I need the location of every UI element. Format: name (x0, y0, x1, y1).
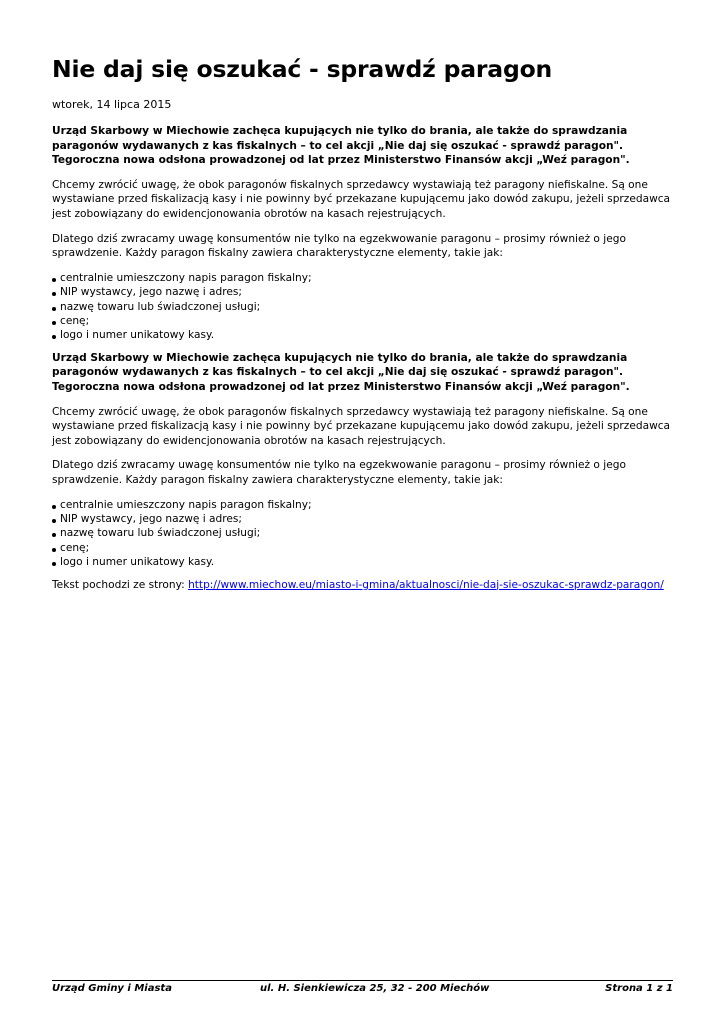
lead-paragraph: Urząd Skarbowy w Miechowie zachęca kupujących nie tylko do brania, ale także do sprawdzania paragonów wydawanych z kas fiskalnych – to cel akcji „Nie daj się oszukać - sprawdź paragon". Tegoroczna nowa odsłona prowadzonej od lat przez Ministerstwo Finansów akcji „Weź paragon". (52, 351, 630, 393)
source-label: Tekst pochodzi ze strony: (52, 578, 189, 591)
body-paragraph: Dlatego dziś zwracamy uwagę konsumentów nie tylko na egzekwowanie paragonu – prosimy również o jego sprawdzenie. Każdy paragon fiskalny zawiera charakterystyczne elementy, takie jak: (52, 459, 626, 486)
footer-address: ul. H. Sienkiewicza 25, 32 - 200 Miechów (260, 983, 490, 994)
bullet-list (52, 271, 672, 343)
source-note (52, 578, 672, 593)
list-item: NIP wystawcy, jego nazwę i adres; (52, 512, 672, 526)
list-item: cenę; (52, 541, 672, 555)
footer-organization: Urząd Gminy i Miasta (52, 983, 172, 994)
list-item: cenę; (52, 314, 672, 328)
article-body (52, 124, 672, 602)
page-title: Nie daj się oszukać - sprawdź paragon (52, 55, 553, 83)
footer-divider (52, 980, 673, 981)
list-item: logo i numer unikatowy kasy. (52, 555, 672, 569)
bullet-list (52, 498, 672, 570)
list-item: nazwę towaru lub świadczonej usługi; (52, 300, 672, 314)
body-paragraph: Dlatego dziś zwracamy uwagę konsumentów nie tylko na egzekwowanie paragonu – prosimy również o jego sprawdzenie. Każdy paragon fiskalny zawiera charakterystyczne elementy, takie jak: (52, 232, 626, 260)
list-item: NIP wystawcy, jego nazwę i adres; (52, 285, 672, 299)
lead-paragraph: Urząd Skarbowy w Miechowie zachęca kupujących nie tylko do brania, ale także do sprawdzania paragonów wydawanych z kas fiskalnych – to cel akcji „Nie daj się oszukać - sprawdź paragon". Tegoroczna nowa odsłona prowadzonej od lat przez Ministerstwo Finansów akcji „Weź paragon". (52, 125, 630, 167)
list-item: nazwę towaru lub świadczonej usługi; (52, 526, 672, 540)
body-paragraph: Chcemy zwrócić uwagę, że obok paragonów fiskalnych sprzedawcy wystawiają też paragony niefiskalne. Są one wystawiane przed fiskalizacją kasy i nie powinny być przekazane kupującemu jako dowód zakupu, jeżeli sprzedawca jest zobowiązany do ewidencjonowania obrotów na kasach rejestrujących. (52, 178, 671, 220)
body-paragraph: Chcemy zwrócić uwagę, że obok paragonów fiskalnych sprzedawcy wystawiają też paragony niefiskalne. Są one wystawiane przed fiskalizacją kasy i nie powinny być przekazane kupującemu jako dowód zakupu, jeżeli sprzedawca jest zobowiązany do ewidencjonowania obrotów na kasach rejestrujących. (52, 405, 671, 447)
list-item: centralnie umieszczony napis paragon fiskalny; (52, 271, 672, 285)
list-item: logo i numer unikatowy kasy. (52, 328, 672, 342)
footer-page-number: Strona 1 z 1 (605, 983, 673, 994)
source-link[interactable]: http://www.miechow.eu/miasto-i-gmina/aktualnosci/nie-daj-sie-oszukac-sprawdz-paragon/ (188, 578, 664, 591)
publish-date: wtorek, 14 lipca 2015 (52, 98, 172, 111)
list-item: centralnie umieszczony napis paragon fiskalny; (52, 498, 672, 512)
